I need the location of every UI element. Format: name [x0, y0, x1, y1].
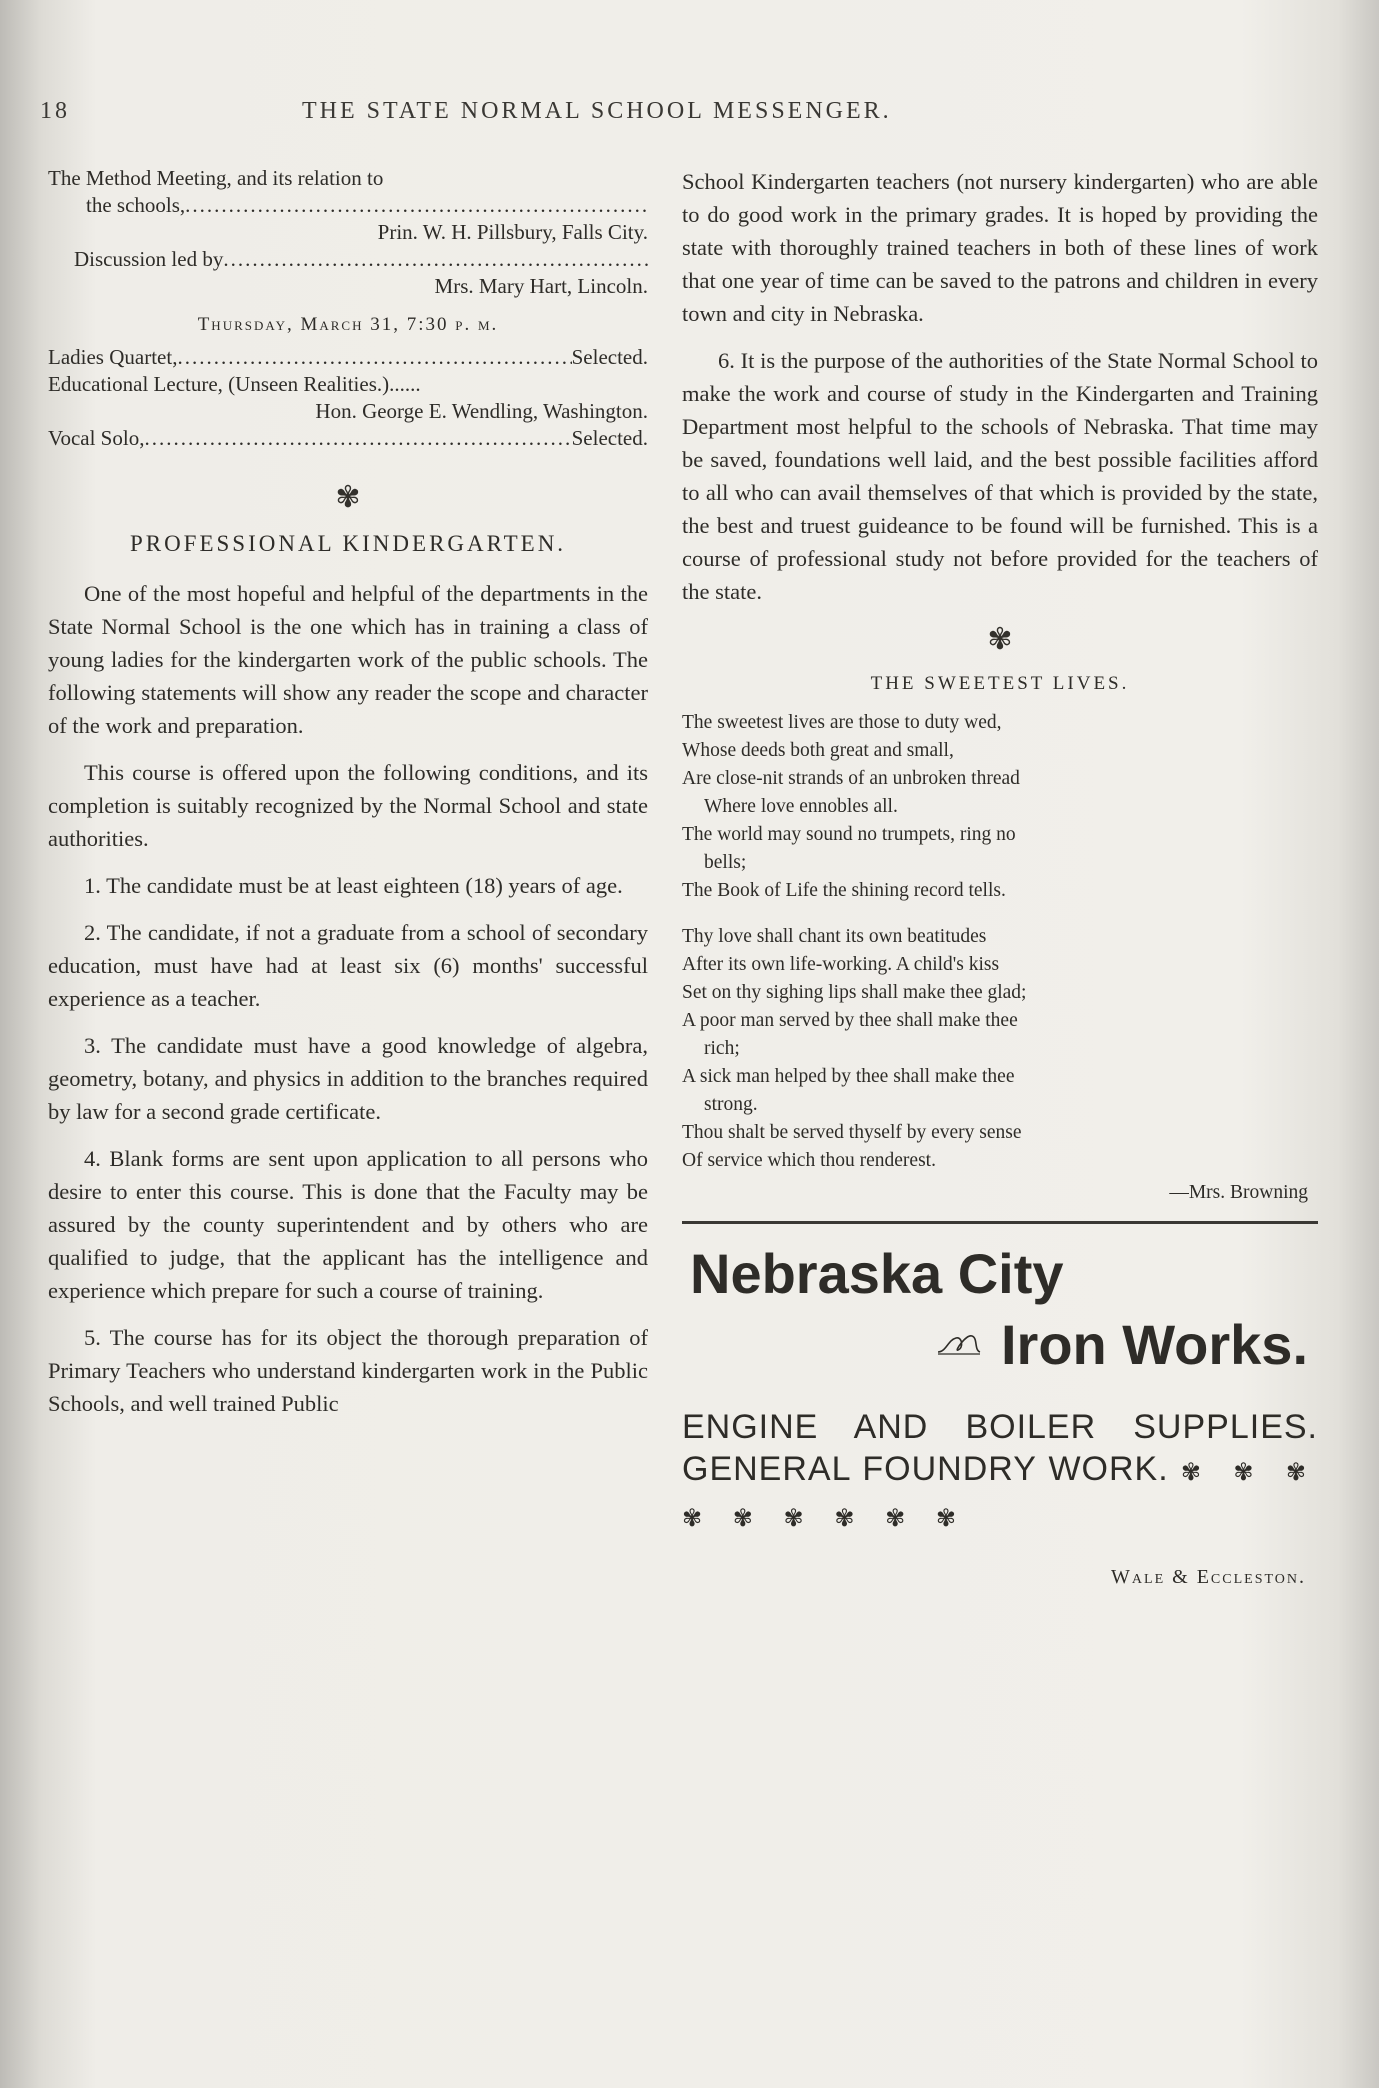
ornament-icon: ✾: [987, 623, 1013, 656]
program-item-leader: [48, 344, 648, 371]
program-item-text: Educational Lecture, (Unseen Realities.)......: [48, 372, 421, 396]
section-heading: PROFESSIONAL KINDERGARTEN.: [129, 531, 567, 556]
poem-line: After its own life-working. A child's kiss: [682, 954, 1000, 975]
publication-title: THE STATE NORMAL SCHOOL MESSENGER.: [302, 98, 892, 124]
poem-line: The sweetest lives are those to duty wed,: [682, 712, 1002, 733]
poem-stanza: [682, 923, 1318, 1175]
poem-line: Where love ennobles all.: [704, 796, 898, 817]
divider: [682, 1221, 1318, 1224]
running-header: [40, 98, 1300, 138]
program-item-text: Vocal Solo,: [48, 426, 145, 450]
program-item-value: Selected.: [571, 345, 648, 369]
ad-body-text: ENGINE AND BOILER SUPPLIES. GENERAL FOUNDRY WORK.: [682, 1408, 1318, 1489]
article-paragraph: One of the most hopeful and helpful of the departments in the State Normal School is the one which has in training a class of young ladies for the kindergarten work of the public schools. The following statements will show any reader the scope and character of the work and preparation.: [48, 581, 648, 738]
ad-headline: Nebraska City: [690, 1242, 1064, 1305]
program-speaker: Prin. W. H. Pillsbury, Falls City.: [377, 220, 648, 244]
right-column: [682, 165, 1318, 1589]
ad-headline-text: Iron Works.: [1000, 1313, 1308, 1376]
program-item-leader: [48, 246, 648, 273]
ad-firm-name: Wale & Eccleston.: [1111, 1566, 1306, 1589]
poem-line: A poor man served by thee shall make thee: [682, 1010, 1018, 1031]
ad-headline-line2: [682, 1312, 1318, 1382]
page-number: 18: [40, 98, 70, 124]
article-paragraph: This course is offered upon the following conditions, and its completion is suitably recognized by the Normal School and state authorities.: [48, 760, 648, 851]
dot-leader: [177, 344, 571, 371]
program-item-leader: [48, 425, 648, 452]
left-column: [48, 165, 648, 1434]
article-paragraph: 6. It is the purpose of the authorities of the State Normal School to make the work and course of study in the Kindergarten and Training Department most helpful to the schools of Nebraska. That time may be saved, foundations well laid, and the best possible facilities afford to all who can avail themselves of that which is provided by the state, the best and truest guideance to be found will be furnished. This is a course of professional study not before provided for the teachers of the state.: [682, 348, 1318, 604]
article-paragraph: 3. The candidate must have a good knowledge of algebra, geometry, botany, and physics in addition to the branches required by law for a second grade certificate.: [48, 1033, 648, 1124]
article-paragraph: 5. The course has for its object the thorough preparation of Primary Teachers who understand kindergarten work in the Public Schools, and well trained Public: [48, 1325, 648, 1416]
poem-line: bells;: [704, 852, 747, 873]
poem-attribution: —Mrs. Browning: [1169, 1182, 1308, 1203]
poem-stanza: [682, 709, 1318, 905]
poem-line: Are close-nit strands of an unbroken thread: [682, 768, 1020, 789]
dot-leader: [144, 425, 571, 452]
dot-leader: [223, 246, 648, 273]
dot-leader: [185, 192, 648, 219]
program-item-text: Ladies Quartet,: [48, 345, 178, 369]
article-paragraph: 4. Blank forms are sent upon application to all persons who desire to enter this course. This is done that the Faculty may be assured by the county superintendent and by others who are qualified to judge, that the applicant has the intelligence and experience which prepare for such a course of training.: [48, 1146, 648, 1303]
ornament-row-icon: ✾ ✾ ✾ ✾ ✾ ✾ ✾ ✾ ✾: [682, 1459, 1318, 1533]
poem-line: The world may sound no trumpets, ring no: [682, 824, 1016, 845]
program-listing: [48, 165, 648, 452]
program-item-text: Discussion led by: [74, 247, 224, 271]
flourish-icon: [936, 1334, 989, 1364]
poem-line: rich;: [704, 1038, 740, 1059]
poem-line: Set on thy sighing lips shall make thee glad;: [682, 982, 1027, 1003]
program-item-value: Selected.: [571, 426, 648, 450]
poem-title: THE SWEETEST LIVES.: [870, 673, 1130, 694]
program-item-text: The Method Meeting, and its relation to: [48, 166, 384, 190]
poem-line: Whose deeds both great and small,: [682, 740, 954, 761]
poem-line: Of service which thou renderest.: [682, 1150, 936, 1171]
program-item-leader: [48, 192, 648, 219]
poem-line: strong.: [704, 1094, 758, 1115]
article-paragraph: School Kindergarten teachers (not nursery kindergarten) who are able to do good work in the primary grades. It is hoped by providing the state with thoroughly trained teachers in both of these lines of work that one year of time can be saved to the patrons and children in every town and city in Nebraska.: [682, 169, 1318, 326]
program-speaker: Hon. George E. Wendling, Washington.: [315, 399, 648, 423]
program-speaker: Mrs. Mary Hart, Lincoln.: [434, 274, 648, 298]
poem-line: Thou shalt be served thyself by every sense: [682, 1122, 1022, 1143]
poem-line: Thy love shall chant its own beatitudes: [682, 926, 987, 947]
article-paragraph: 1. The candidate must be at least eighteen (18) years of age.: [84, 873, 623, 898]
ad-body: [682, 1406, 1318, 1540]
program-item-text: the schools,: [86, 193, 186, 217]
poem-line: A sick man helped by thee shall make thee: [682, 1066, 1015, 1087]
poem: [682, 709, 1318, 1207]
ornament-icon: ✾: [335, 481, 361, 514]
advertisement: [682, 1242, 1318, 1589]
program-day-heading: Thursday, March 31, 7:30 p. m.: [197, 314, 499, 335]
article-paragraph: 2. The candidate, if not a graduate from a school of secondary education, must have had at least six (6) months' successful experience as a teacher.: [48, 920, 648, 1011]
poem-line: The Book of Life the shining record tells.: [682, 880, 1006, 901]
